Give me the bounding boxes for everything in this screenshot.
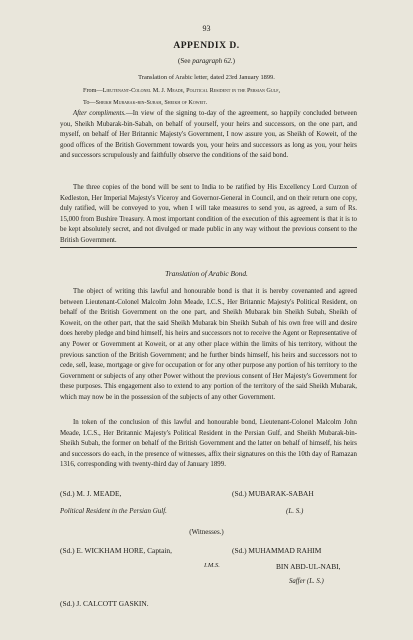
witnesses-heading: (Witnesses.) xyxy=(189,528,224,536)
section-divider xyxy=(60,247,357,248)
seal-mark-1: (L. S.) xyxy=(286,507,304,515)
from-line xyxy=(83,87,280,94)
appendix-title: APPENDIX D. xyxy=(173,41,240,51)
letter-paragraph-1 xyxy=(60,109,357,162)
translation-heading: Translation of Arabic letter, dated 23rd January 1899. xyxy=(138,74,275,81)
signature-hore: (Sd.) E. WICKHAM HORE, Captain, xyxy=(60,546,172,555)
signature-rahim-line2: BIN ABD-UL-NABI, xyxy=(276,562,341,571)
signature-saffer: Saffer (L. S.) xyxy=(289,578,324,585)
to-text: Sheikh Mubarak-bin-Subah, Sheikh of Koweit. xyxy=(95,99,208,106)
reference-text: paragraph 62. xyxy=(192,57,233,65)
to-label: To— xyxy=(83,99,96,106)
reference-suffix: ) xyxy=(232,57,235,65)
political-resident-title: Political Resident in the Persian Gulf. xyxy=(60,507,167,515)
from-label: From— xyxy=(83,87,103,94)
hore-service: I.M.S. xyxy=(204,562,220,569)
bond-title: Translation of Arabic Bond. xyxy=(165,269,248,278)
signature-mubarak: (Sd.) MUBARAK-SABAH xyxy=(232,489,314,498)
to-line xyxy=(83,99,207,106)
signature-gaskin: (Sd.) J. CALCOTT GASKIN. xyxy=(60,599,149,608)
bond-paragraph-2: In token of the conclusion of this lawful and honourable bond, Lieutenant-Colonel Malcolm John Meade, I.C.S., Her Britannic Majesty's Political Resident in the Persian Gulf, and Sheikh Mubarak-bin-Sheikh Subah, the former on behalf of the British Government and the latter on behalf of himself, his heirs and successors do each, in the presence of witnesses, affix their signatures on this the 10th day of Ramazan 1316, corresponding with twenty-third day of January 1899. xyxy=(60,419,357,469)
signature-meade: (Sd.) M. J. MEADE, xyxy=(60,489,122,498)
compliments-lead: After compliments. xyxy=(73,110,126,117)
bond-paragraph-1: The object of writing this lawful and honourable bond is that it is hereby covenanted and agreed between Lieutenant-Colonel Malcolm John Meade, I.C.S., Her Britannic Majesty's Political Resident, on behalf of the British Government on the one part, and Sheikh Mubarak bin Sheikh Subah, Sheikh of Koweit, on the other part, that the said Sheikh Mubarak bin Sheikh Subah of his own free will and desire does hereby pledge and bind himself, his heirs and successors not to receive the Agent or Representative of any Power or Government at Koweit, or at any other place within the limits of his territory, without the previous sanction of the British Government; and he further binds himself, his heirs and successors not to cede, sell, lease, mortgage or give for occupation or for any other purpose any portion of his territory to the Government or subjects of any other Power without the previous consent of Her Majesty's Government for these purposes. This engagement also to extend to any portion of the territory of the said Sheikh Mubarak, which may now be in the possession of the subjects of any other Government. xyxy=(60,288,357,401)
letter-paragraph-2: The three copies of the bond will be sent to India to be ratified by His Excellency Lord Curzon of Kedleston, Her Imperial Majesty's Viceroy and Governor-General in Council, and on their return one copy, duly ratified, will be conveyed to you, when I will take measures to send you, as agreed, a sum of Rs. 15,000 from Bushire Treasury. A most important condition of the execution of this agreement is that it is to be kept absolutely secret, and not divulged or made public in any way without the previous consent to the British Government. xyxy=(60,184,357,244)
paragraph-1-text: —In view of the signing to-day of the agreement, so happily concluded between you, Sheikh Mubarak-bin-Sabah, on behalf of yourself, your heirs and successors, on the one part, and myself, on behalf of Her Britannic Majesty's Government, I now assure you, as Sheikh of Koweit, of the good offices of the British Government towards you, your heirs and successors as long as you, your heirs and successors scrupulously and faithfully observe the conditions of the said bond. xyxy=(60,110,357,160)
page-number: 93 xyxy=(202,24,211,33)
reference-prefix: (See xyxy=(178,57,193,65)
signature-rahim: (Sd.) MUHAMMAD RAHIM xyxy=(232,546,322,555)
from-text: Lieutenant-Colonel M. J. Meade, Political Resident in the Persian Gulf, xyxy=(102,87,280,94)
paragraph-reference xyxy=(0,57,413,65)
